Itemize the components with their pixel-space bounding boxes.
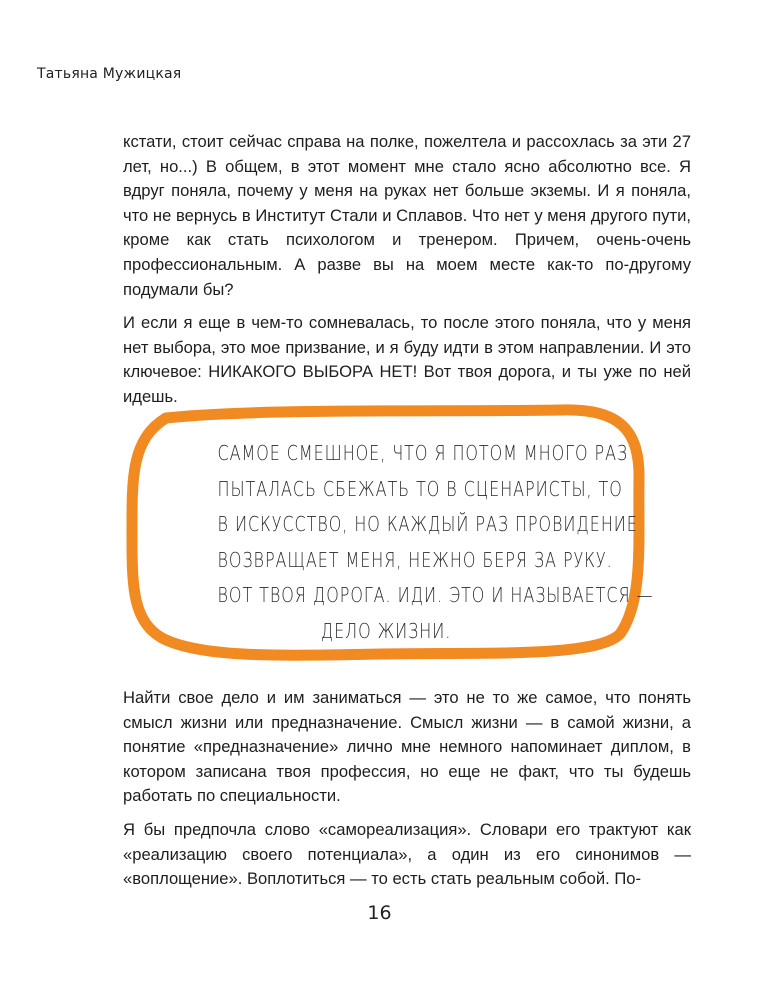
body-text-bottom: [123, 686, 691, 901]
quote-line: ДЕЛО ЖИЗНИ.: [320, 618, 452, 643]
paragraph: кстати, стоит сейчас справа на полке, пожелтела и рассохлась за эти 27 лет, но...) В общем, в этот момент мне стало ясно абсолютно все. Я вдруг поняла, почему у меня на руках нет больше экземы. И я поняла, что не вернусь в Институт Стали и Сплавов. Что нет у меня другого пути, кроме как стать психологом и тренером. Причем, очень-очень профессиональным. А разве вы на моем месте как-то по-другому подумали бы?: [123, 132, 691, 299]
quote-line: ВОЗВРАЩАЕТ МЕНЯ, НЕЖНО БЕРЯ ЗА РУКУ.: [217, 547, 613, 572]
paragraph: Я бы предпочла слово «самореализация». Словари его трактуют как «реализацию своего потенциала», а один из его синонимов — «воплощение». Воплотиться — то есть стать реальным собой. По-: [123, 819, 691, 889]
quote-line: ВОТ ТВОЯ ДОРОГА. ИДИ. ЭТО И НАЗЫВАЕТСЯ —: [217, 583, 654, 607]
pull-quote: [120, 400, 654, 664]
paragraph: Найти свое дело и им заниматься — это не то же самое, что понять смысл жизни или предназначение. Смысл жизни — в самой жизни, а понятие «предназначение» лично мне немного напоминает диплом, в котором записана твоя профессия, но еще не факт, что ты будешь работать по специальности.: [123, 688, 691, 806]
page-number: 16: [367, 902, 392, 924]
quote-line: ПЫТАЛАСЬ СБЕЖАТЬ ТО В СЦЕНАРИСТЫ, ТО: [217, 476, 623, 501]
quote-line: В ИСКУССТВО, НО КАЖДЫЙ РАЗ ПРОВИДЕНИЕ: [217, 512, 638, 536]
quote-line: САМОЕ СМЕШНОЕ, ЧТО Я ПОТОМ МНОГО РАЗ: [217, 441, 629, 465]
paragraph: И если я еще в чем-то сомневалась, то после этого поняла, что у меня нет выбора, это мое призвание, и я буду идти в этом направлении. И это ключевое: НИКАКОГО ВЫБОРА НЕТ! Вот твоя дорога, и ты уже по ней идешь.: [123, 313, 691, 406]
quote-text: [217, 436, 654, 649]
body-text-top: [123, 130, 691, 419]
running-header-author: Татьяна Мужицкая: [37, 66, 182, 82]
